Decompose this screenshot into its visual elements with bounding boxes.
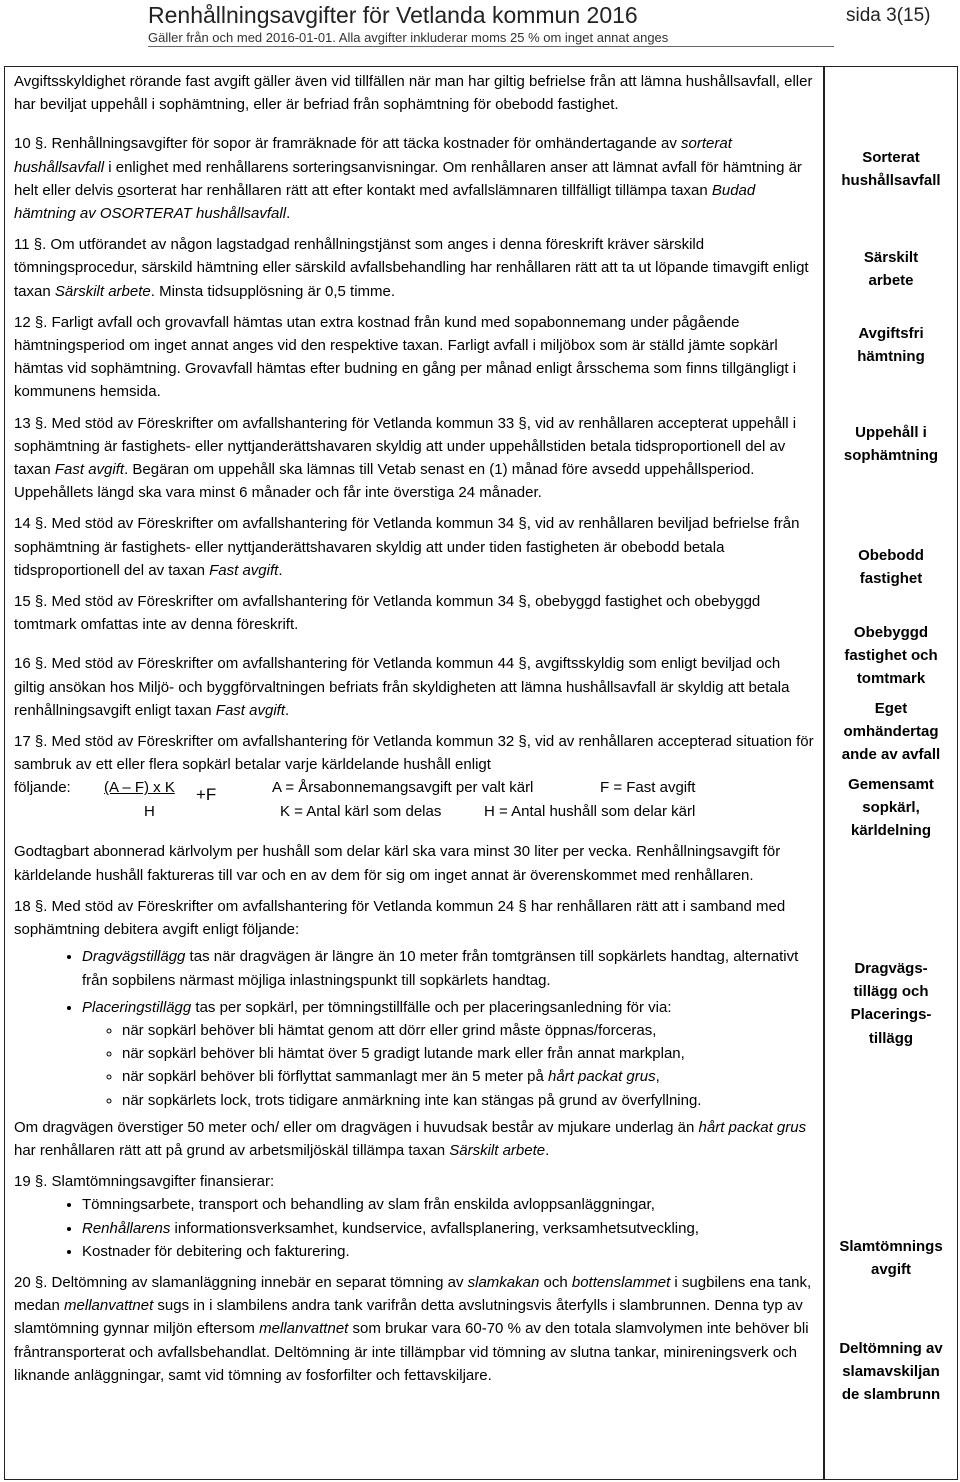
- list-item: ◦ när sopkärl behöver bli hämtat genom att dörr eller grind måste öppnas/forceras,: [122, 1019, 814, 1042]
- sidebar-heading-special-work: Särskilt arbete: [863, 249, 919, 290]
- sidebar-heading-pause-collection: Uppehåll i sophämtning: [843, 424, 939, 465]
- document-body: [14, 70, 814, 1395]
- sidebar-heading-uninhabited-property: Obebodd fastighet: [858, 547, 924, 588]
- section-18-list: [14, 945, 814, 1111]
- section-10: 10 §. Renhållningsavgifter för sopor är framräknade för att täcka kostnader för omhändertagande av sorterat hushållsavfall i enlighet med renhållarens sorteringsanvisningar. Om renhållaren anser att lämnat avfall för hämtning är helt eller delvis osorterat har renhållaren rätt att efter kontakt med avfallslämnaren tillfälligt tillämpa taxan Budad hämtning av OSORTERAT hushållsavfall.: [14, 135, 802, 223]
- list-item: • Kostnader för debitering och fakturering.: [82, 1240, 814, 1263]
- sidebar-heading-sorted-waste: Sorterat hushållsavfall: [841, 149, 941, 190]
- sidebar-heading-shared-bin: Gemensamt sopkärl, kärldelning: [848, 776, 934, 840]
- document-title: Renhållningsavgifter för Vetlanda kommun 2016: [148, 2, 638, 28]
- formula-def-h: H = Antal hushåll som delar kärl: [484, 803, 696, 821]
- section-12: 12 §. Farligt avfall och grovavfall hämtas utan extra kostnad från kund med sopabonnemang under pågående hämtningsperiod om inget annat anges vid den respektive taxan. Farligt avfall i miljöbox som är ställd jämte sopkärl hämtas vid sophämtning. Grovavfall hämtas efter budning en gång per månad enligt årsschema som finns tillgängligt i kommunens hemsida.: [14, 313, 797, 401]
- section-15: 15 §. Med stöd av Föreskrifter om avfallshantering för Vetlanda kommun 34 §, obebyggd fastighet och obebyggd tomtmark omfattas inte av denna föreskrift.: [14, 593, 761, 634]
- formula-def-k: K = Antal kärl som delas: [280, 803, 442, 821]
- list-item: • Renhållarens informationsverksamhet, kundservice, avfallsplanering, verksamhetsutveckling,: [82, 1217, 814, 1240]
- section-20: 20 §. Deltömning av slamanläggning innebär en separat tömning av slamkakan och bottenslammet i sugbilens ena tank, medan mellanvattnet sugs in i slambilens andra tank varifrån detta avslutningsvis återfylls i slambrunnen. Denna typ av slamtömning gynnar miljön eftersom mellanvattnet som brukar vara 60-70 % av den totala slamvolymen inte behöver bli fråntransporterat och avfallsbehandlat. Deltömning är inte tillämpbar vid tömning av slutna tankar, minireningsverk och liknande anläggningar, samt vid tömning av fosforfilter och fettavskiljare.: [14, 1273, 812, 1384]
- list-item: ◦ när sopkärlets lock, trots tidigare anmärkning inte kan stängas på grund av överfyllning.: [122, 1089, 814, 1112]
- sidebar-heading-partial-emptying: Deltömning av slamavskiljan de slambrunn: [839, 1340, 943, 1404]
- page-number: sida 3(15): [846, 5, 931, 26]
- section-18-outro: Om dragvägen överstiger 50 meter och/ eller om dragvägen i huvudsak består av mjukare underlag än hårt packat grus har renhållaren rätt att på grund av arbetsmiljöskäl tillämpa taxan Särskilt arbete.: [14, 1118, 807, 1159]
- intro-paragraph: Avgiftsskyldighet rörande fast avgift gäller även vid tillfällen när man har giltig befrielse från att lämna hushållsavfall, eller har beviljat uppehåll i sophämtning, eller är befriad från sophämtning för obebodd fastighet.: [14, 73, 813, 114]
- cost-sharing-formula: [14, 776, 814, 826]
- formula-numerator: (A – F) x K: [104, 779, 175, 797]
- sidebar-heading-free-collection: Avgiftsfri hämtning: [857, 325, 925, 366]
- sidebar-heading-unbuilt-property: Obebyggd fastighet och tomtmark: [844, 624, 938, 688]
- section-11: 11 §. Om utförandet av någon lagstadgad renhållningstjänst som anges i denna föreskrift kräver särskild tömningsprocedur, särskild hämtning eller särskild avfallsbehandling har renhållaren rätt att ta ut löpande timavgift enligt taxan Särskilt arbete. Minsta tidsupplösning är 0,5 timme.: [14, 236, 809, 300]
- list-item: ◦ när sopkärl behöver bli förflyttat sammanlagt mer än 5 meter på hårt packat grus,: [122, 1065, 814, 1088]
- section-16: 16 §. Med stöd av Föreskrifter om avfallshantering för Vetlanda kommun 44 §, avgiftsskyldig som enligt beviljad och giltig ansökan hos Miljö- och byggförvaltningen befriats från skyldigheten att lämna hushållsavfall är skyldig att betala renhållningsavgift enligt taxan Fast avgift.: [14, 655, 790, 719]
- header-divider: [148, 46, 834, 47]
- list-item: • Dragvägstillägg tas när dragvägen är längre än 10 meter från tomtgränsen till sopkärlets handtag, alternativt från sopbilens närmast möjliga inlastningspunkt till sopkärlets handtag.: [82, 945, 814, 991]
- section-19-list: [14, 1193, 814, 1263]
- sidebar-heading-haul-surcharge: Dragvägs-tillägg och Placerings-tillägg: [850, 960, 932, 1047]
- document-subtitle: Gäller från och med 2016-01-01. Alla avgifter inkluderar moms 25 % om inget annat anges: [148, 30, 669, 45]
- section-17: 17 §. Med stöd av Föreskrifter om avfallshantering för Vetlanda kommun 32 §, vid av renhållaren accepterad situation för sambruk av ett eller flera sopkärl betalar varje kärldelande hushåll enligt: [14, 733, 814, 774]
- formula-def-f: F = Fast avgift: [600, 779, 696, 797]
- formula-denominator: H: [144, 803, 155, 821]
- sidebar-heading-own-disposal: Eget omhändertag ande av avfall: [841, 700, 941, 764]
- section-17-after: Godtagbart abonnerad kärlvolym per hushåll som delar kärl ska vara minst 30 liter per vecka. Renhållningsavgift för kärldelande hushåll faktureras till var och en av dem för sig om inget annat är överenskommet med renhållaren.: [14, 843, 781, 884]
- list-item: ◦ när sopkärl behöver bli hämtat över 5 gradigt lutande mark eller från annat markplan,: [122, 1042, 814, 1065]
- list-item: • Placeringstillägg tas per sopkärl, per tömningstillfälle och per placeringsanledning för via: ◦ när sopkärl behöver bli hämtat genom att dörr eller grind måste öppnas/forceras, ◦ när sopkärl behöver bli hämtat över 5 gradigt lutande mark eller från annat markplan, ◦ när sopkärl behöver bli förflyttat sammanlagt mer än 5 meter på hårt packat grus, ◦ när sopkärlets lock, trots tidigare anmärkning inte kan stängas på grund av överfyllning.: [82, 996, 814, 1112]
- formula-plus-f: +F: [196, 785, 217, 805]
- formula-lead: följande:: [14, 779, 71, 797]
- formula-def-a: A = Årsabonnemangsavgift per valt kärl: [272, 779, 534, 797]
- sidebar-heading-sludge-fee: Slamtömnings avgift: [839, 1238, 943, 1279]
- placement-sublist: [82, 1019, 814, 1112]
- section-18-intro: 18 §. Med stöd av Föreskrifter om avfallshantering för Vetlanda kommun 24 § har renhållaren rätt att i samband med sophämtning debitera avgift enligt följande:: [14, 897, 786, 939]
- section-19-intro: 19 §. Slamtömningsavgifter finansierar:: [14, 1173, 275, 1191]
- section-13: 13 §. Med stöd av Föreskrifter om avfallshantering för Vetlanda kommun 33 §, vid av renhållaren accepterat uppehåll i sophämtning är fastighets- eller nyttjanderättshavaren skyldig att under uppehållstiden betala tidsproportionell del av taxan Fast avgift. Begäran om uppehåll ska lämnas till Vetab senast en (1) månad före avsedd uppehållsperiod. Uppehållets längd ska vara minst 6 månader och får inte överstiga 24 månader.: [14, 414, 797, 502]
- section-14: 14 §. Med stöd av Föreskrifter om avfallshantering för Vetlanda kommun 34 §, vid av renhållaren beviljad befrielse från sophämtning är fastighets- eller nyttjanderättshavaren skyldig att under tiden fastigheten är obebodd betala tidsproportionell del av taxan Fast avgift.: [14, 515, 800, 579]
- list-item: • Tömningsarbete, transport och behandling av slam från enskilda avloppsanläggningar,: [82, 1193, 814, 1216]
